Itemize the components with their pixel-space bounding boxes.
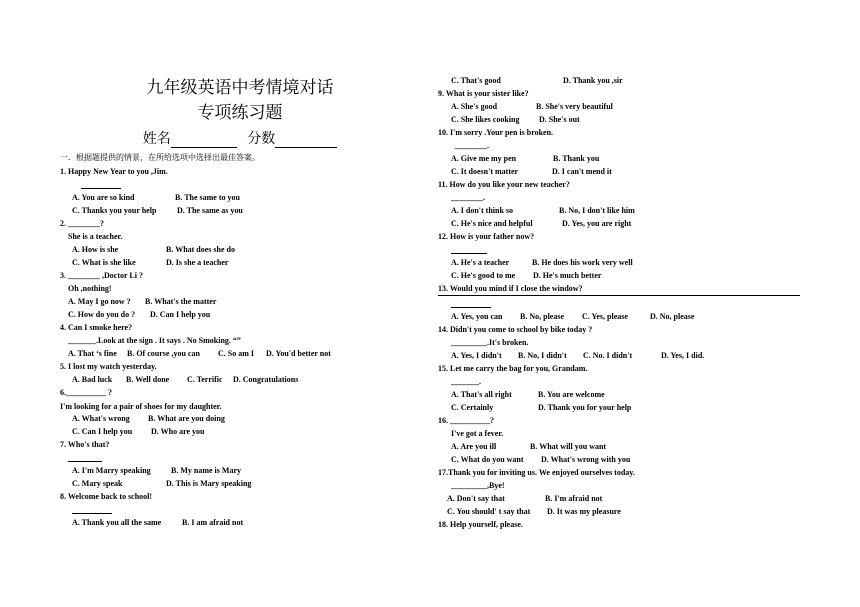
question-line: B. My name is Mary [171, 466, 241, 475]
question-line: D. Is she a teacher [166, 258, 229, 267]
question-line: ________. [455, 141, 489, 150]
question-line: A. How is she [72, 245, 119, 254]
name-label: 姓名 [142, 131, 171, 147]
question-line: 1. Happy New Year to you ,Jim. [60, 167, 168, 176]
name-score-row [110, 130, 370, 148]
answer-blank[interactable] [451, 307, 491, 308]
question-line: B. What are you doing [148, 414, 225, 423]
question-line: D. Can I help you [150, 310, 211, 319]
question-line: C. What do you want [451, 455, 524, 464]
question-line: A. You are so kind [72, 193, 135, 202]
question-line: 13. Would you mind if I close the window? [438, 284, 583, 293]
question-line: B. The same to you [175, 193, 240, 202]
question-line: D. Yes, I did. [661, 351, 705, 360]
question-line: B. I am afraid not [182, 518, 244, 527]
question-line: A. Bad luck [72, 375, 113, 384]
question-line: D. Yes, you are right [562, 219, 632, 228]
question-line: B. No, please [520, 312, 564, 321]
question-line: C. Can I help you [72, 427, 133, 436]
question-line: ________. [451, 193, 485, 202]
name-blank[interactable] [171, 133, 237, 148]
question-line: C. So am I [218, 349, 255, 358]
answer-blank[interactable] [72, 513, 112, 514]
question-line: C. Certainly [451, 403, 494, 412]
question-line: A. She's good [451, 102, 498, 111]
question-line: D. What's wrong with you [541, 455, 631, 464]
question-line: I've got a fever. [451, 429, 504, 438]
score-blank[interactable] [275, 133, 337, 148]
question-line: B. Thank you [553, 154, 600, 163]
question-line: D. It was my pleasure [547, 507, 621, 516]
question-line: A. Yes, you can [451, 312, 503, 321]
question-line: D. Who are you [151, 427, 205, 436]
question-line: C. Mary speak [72, 479, 123, 488]
question-line: B. Of course ,you can [127, 349, 200, 358]
question-line: B. He does his work very well [532, 258, 633, 267]
question-line: C. He's good to me [451, 271, 516, 280]
question-line: She is a teacher. [68, 232, 123, 241]
question-line: C. That's good [451, 76, 501, 85]
question-line: D. She's out [539, 115, 580, 124]
question-line: B. What will you want [530, 442, 607, 451]
question-line: 14. Didn't you come to school by bike today ? [438, 325, 593, 334]
question-line: 8. Welcome back to school! [60, 492, 153, 501]
question-line: D. You'd better not [266, 349, 331, 358]
question-line: D. No, please [650, 312, 695, 321]
question-line: 17.Thank you for inviting us. We enjoyed ourselves today. [438, 468, 635, 477]
question-line: C. What is she like [72, 258, 136, 267]
question-line: D. The same as you [177, 206, 243, 215]
question-line: 4. Can I smoke here? [60, 323, 133, 332]
question-line: C. It doesn't matter [451, 167, 519, 176]
question-line: _________.It's broken. [451, 338, 529, 347]
question-line: A. I don't think so [451, 206, 514, 215]
question-line: B. No, I didn't [518, 351, 567, 360]
question-line: 12. How is your father now? [438, 232, 535, 241]
question-line: I'm looking for a pair of shoes for my daughter. [60, 402, 222, 411]
worksheet-subtitle: 专项练习题 [197, 103, 283, 123]
answer-blank[interactable] [68, 461, 102, 462]
question-line: 10. I'm sorry .Your pen is broken. [438, 128, 554, 137]
question-line: A. He's a teacher [451, 258, 510, 267]
question-line: 5. I lost my watch yesterday. [60, 362, 157, 371]
question-line: 2. ________? [60, 219, 104, 228]
question-line: A. I'm Marry speaking [72, 466, 151, 475]
question-line: 18. Help yourself, please. [438, 520, 523, 529]
question-line: C. Terrific [187, 375, 223, 384]
question-line: 3. ________ ,Doctor Li ? [60, 271, 143, 280]
question-line: B. What does she do [166, 245, 235, 254]
question-line: 16. __________? [438, 416, 494, 425]
question-line: Oh ,nothing! [68, 284, 112, 293]
question-line: C. No. I didn't [583, 351, 633, 360]
question-line: D. This is Mary speaking [166, 479, 252, 488]
question-line: C. Yes, please [582, 312, 628, 321]
question-line: B. I'm afraid not [545, 494, 603, 503]
question-line: 11. How do you like your new teacher? [438, 180, 570, 189]
question-line: D. I can't mend it [552, 167, 612, 176]
question-line: A. Are you ill [451, 442, 497, 451]
question-line: A. May I go now ? [68, 297, 131, 306]
instruction-text: 一．根据题提供的情景，在所给选项中选择出最佳答案。 [60, 153, 260, 162]
question-line: A. Give me my pen [451, 154, 517, 163]
question-line: 15. Let me carry the bag for you, Grandam. [438, 364, 588, 373]
question-line: A. That ‘s fine [68, 349, 117, 358]
question-line: B. You are welcome [538, 390, 605, 399]
question-line: D. Thank you ,sir [563, 76, 623, 85]
question-line: D. He's much better [533, 271, 602, 280]
question-line: C. How do you do ? [68, 310, 136, 319]
question-line: B. No, I don't like him [559, 206, 635, 215]
question-line: C. You should' t say that [447, 507, 531, 516]
score-label: 分数 [247, 131, 276, 147]
question-line: D. Congratulations [233, 375, 299, 384]
question-line: A. What's wrong [72, 414, 130, 423]
question-line: _______. [451, 377, 481, 386]
question-line: 7. Who's that? [60, 440, 110, 449]
question-line: B. Well done [126, 375, 170, 384]
question-line: A. That's all right [451, 390, 512, 399]
question-line: A. Don't say that [447, 494, 505, 503]
question-line: 6.__________ ? [60, 388, 112, 397]
question-line: C. Thanks you your help [72, 206, 157, 215]
answer-blank[interactable] [81, 188, 121, 189]
answer-blank[interactable] [451, 253, 487, 254]
question-line: B. She's very beautiful [536, 102, 613, 111]
worksheet-title: 九年级英语中考情境对话 [146, 78, 334, 98]
question-line: A. Yes, I didn't [451, 351, 502, 360]
question-line: C. He's nice and helpful [451, 219, 533, 228]
question-line: _______.Look at the sign . It says . No Smoking. “” [68, 336, 241, 345]
question-line: D. Thank you for your help [538, 403, 632, 412]
question-line: C. She likes cooking [451, 115, 520, 124]
question-line: B. What's the matter [145, 297, 217, 306]
section-divider [438, 295, 800, 296]
question-line: _________,Bye! [451, 481, 505, 490]
question-line: 9. What is your sister like? [438, 89, 529, 98]
question-line: A. Thank you all the same [72, 518, 162, 527]
